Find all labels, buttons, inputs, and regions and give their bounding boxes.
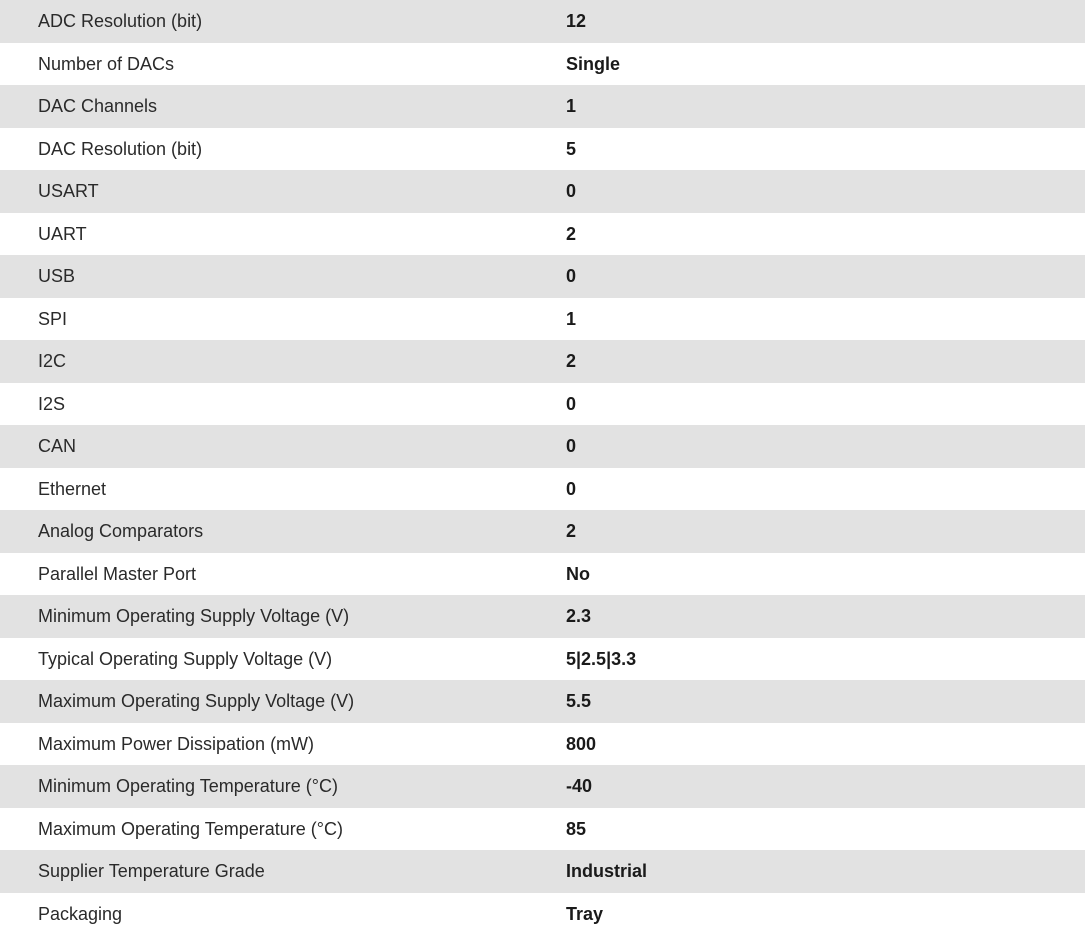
spec-value: 800 [566, 723, 1085, 766]
spec-label: Parallel Master Port [0, 553, 566, 596]
spec-label: DAC Resolution (bit) [0, 128, 566, 171]
spec-label: Number of DACs [0, 43, 566, 86]
spec-value: No [566, 553, 1085, 596]
spec-label: Ethernet [0, 468, 566, 511]
spec-row [0, 510, 1085, 553]
spec-label: Maximum Operating Temperature (°C) [0, 808, 566, 851]
spec-label: DAC Channels [0, 85, 566, 128]
spec-row [0, 850, 1085, 893]
spec-row [0, 383, 1085, 426]
spec-row [0, 680, 1085, 723]
spec-row [0, 595, 1085, 638]
spec-label: USB [0, 255, 566, 298]
spec-label: Maximum Power Dissipation (mW) [0, 723, 566, 766]
spec-row [0, 255, 1085, 298]
spec-label: I2C [0, 340, 566, 383]
spec-label: Packaging [0, 893, 566, 935]
spec-row [0, 85, 1085, 128]
spec-row [0, 808, 1085, 851]
spec-value: 12 [566, 0, 1085, 43]
spec-label: Typical Operating Supply Voltage (V) [0, 638, 566, 681]
spec-row [0, 425, 1085, 468]
spec-row [0, 553, 1085, 596]
spec-value: 2.3 [566, 595, 1085, 638]
spec-label: I2S [0, 383, 566, 426]
spec-label: ADC Resolution (bit) [0, 0, 566, 43]
spec-value: 0 [566, 170, 1085, 213]
spec-value: 1 [566, 85, 1085, 128]
spec-value: 1 [566, 298, 1085, 341]
spec-label: SPI [0, 298, 566, 341]
spec-label: Supplier Temperature Grade [0, 850, 566, 893]
spec-value: 5.5 [566, 680, 1085, 723]
spec-value: 0 [566, 383, 1085, 426]
spec-value: 0 [566, 468, 1085, 511]
spec-value: Single [566, 43, 1085, 86]
spec-row [0, 298, 1085, 341]
spec-value: Tray [566, 893, 1085, 935]
spec-row [0, 638, 1085, 681]
spec-label: UART [0, 213, 566, 256]
spec-row [0, 893, 1085, 935]
spec-row [0, 468, 1085, 511]
spec-row [0, 765, 1085, 808]
spec-value: 5 [566, 128, 1085, 171]
spec-value: 2 [566, 340, 1085, 383]
spec-label: CAN [0, 425, 566, 468]
spec-label: Minimum Operating Temperature (°C) [0, 765, 566, 808]
spec-value: -40 [566, 765, 1085, 808]
spec-value: 0 [566, 255, 1085, 298]
spec-row [0, 213, 1085, 256]
spec-value: 5|2.5|3.3 [566, 638, 1085, 681]
spec-value: 2 [566, 213, 1085, 256]
spec-row [0, 43, 1085, 86]
spec-value: 2 [566, 510, 1085, 553]
spec-label: Minimum Operating Supply Voltage (V) [0, 595, 566, 638]
spec-row [0, 723, 1085, 766]
spec-row [0, 0, 1085, 43]
spec-value: 85 [566, 808, 1085, 851]
spec-row [0, 340, 1085, 383]
spec-value: 0 [566, 425, 1085, 468]
spec-label: USART [0, 170, 566, 213]
spec-row [0, 128, 1085, 171]
spec-value: Industrial [566, 850, 1085, 893]
spec-row [0, 170, 1085, 213]
spec-label: Analog Comparators [0, 510, 566, 553]
spec-label: Maximum Operating Supply Voltage (V) [0, 680, 566, 723]
